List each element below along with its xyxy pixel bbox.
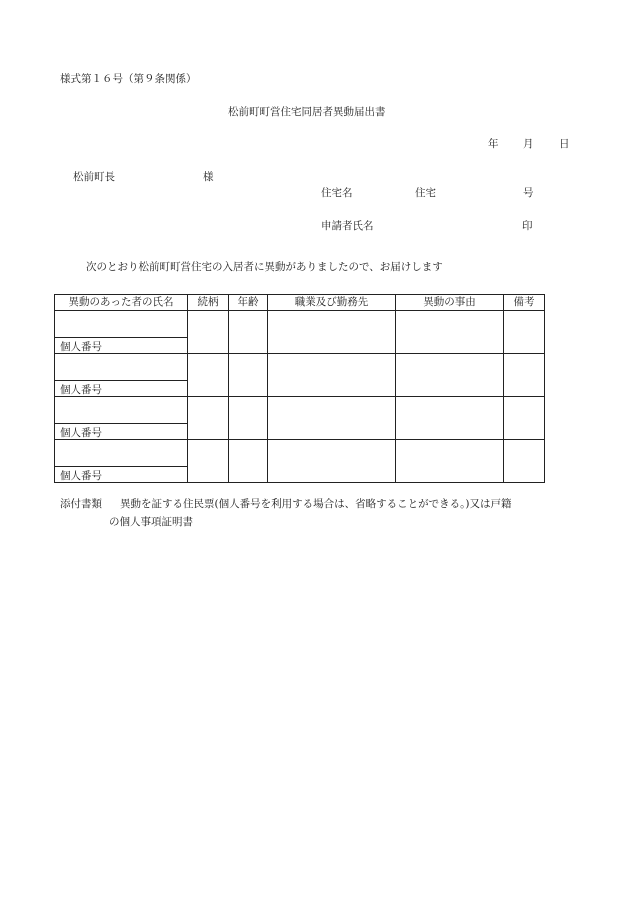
- attachments-label: 添付書類: [60, 498, 102, 510]
- remarks-cell[interactable]: [504, 311, 545, 354]
- form-number: 様式第１６号（第９条関係）: [60, 73, 197, 85]
- occupation-cell[interactable]: [268, 397, 396, 440]
- relationship-cell[interactable]: [188, 354, 229, 397]
- individual-number-cell[interactable]: 個人番号: [55, 467, 188, 483]
- name-cell[interactable]: [55, 397, 188, 424]
- table-header-row: [55, 295, 545, 311]
- age-cell[interactable]: [229, 397, 268, 440]
- housing-number-label: 号: [523, 187, 534, 199]
- reason-cell[interactable]: [396, 397, 504, 440]
- reason-cell[interactable]: [396, 354, 504, 397]
- age-cell[interactable]: [229, 311, 268, 354]
- intro-text: 次のとおり松前町町営住宅の入居者に異動がありましたので、お届けします: [86, 261, 443, 273]
- header-remarks: 備考: [504, 295, 545, 311]
- reason-cell[interactable]: [396, 440, 504, 483]
- addressee-suffix: 様: [203, 171, 214, 183]
- name-cell[interactable]: [55, 354, 188, 381]
- age-cell[interactable]: [229, 440, 268, 483]
- table-row: [55, 440, 545, 467]
- individual-number-cell[interactable]: 個人番号: [55, 338, 188, 354]
- header-age: 年齢: [229, 295, 268, 311]
- addressee-name: 松前町長: [73, 171, 115, 183]
- housing-name-label: 住宅名: [321, 187, 353, 199]
- attachments-line-1: 異動を証する住民票(個人番号を利用する場合は、省略することができる。)又は戸籍: [120, 498, 512, 510]
- header-occupation: 職業及び勤務先: [268, 295, 396, 311]
- age-cell[interactable]: [229, 354, 268, 397]
- remarks-cell[interactable]: [504, 397, 545, 440]
- reason-cell[interactable]: [396, 311, 504, 354]
- relationship-cell[interactable]: [188, 440, 229, 483]
- remarks-cell[interactable]: [504, 354, 545, 397]
- header-relationship: 続柄: [188, 295, 229, 311]
- header-name: 異動のあった者の氏名: [55, 295, 188, 311]
- header-reason: 異動の事由: [396, 295, 504, 311]
- relationship-cell[interactable]: [188, 397, 229, 440]
- table-row: [55, 354, 545, 381]
- change-table: [54, 294, 545, 483]
- document-title: 松前町町営住宅同居者異動届出書: [228, 106, 386, 118]
- date-year: 年: [488, 138, 499, 150]
- name-cell[interactable]: [55, 440, 188, 467]
- individual-number-cell[interactable]: 個人番号: [55, 424, 188, 440]
- applicant-name-label: 申請者氏名: [321, 220, 374, 232]
- table-row: [55, 311, 545, 338]
- name-cell[interactable]: [55, 311, 188, 338]
- occupation-cell[interactable]: [268, 440, 396, 483]
- relationship-cell[interactable]: [188, 311, 229, 354]
- remarks-cell[interactable]: [504, 440, 545, 483]
- date-month: 月: [523, 138, 534, 150]
- seal-mark: 印: [522, 220, 533, 232]
- occupation-cell[interactable]: [268, 311, 396, 354]
- occupation-cell[interactable]: [268, 354, 396, 397]
- housing-value: 住宅: [415, 187, 436, 199]
- attachments-line-2: の個人事項証明書: [109, 516, 193, 528]
- individual-number-cell[interactable]: 個人番号: [55, 381, 188, 397]
- table-row: [55, 397, 545, 424]
- date-day: 日: [559, 138, 570, 150]
